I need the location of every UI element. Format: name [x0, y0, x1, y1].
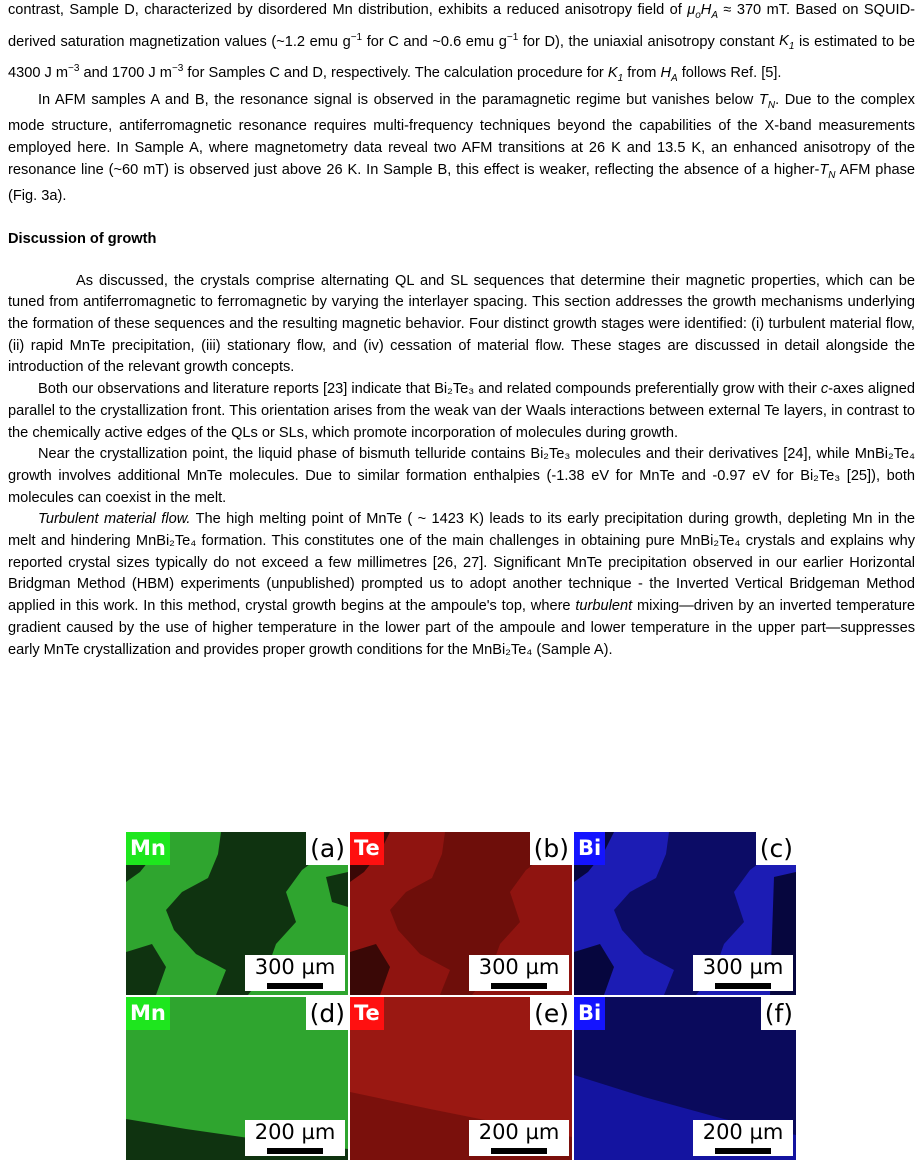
- scale-label: 200 µm: [702, 1120, 784, 1144]
- scale-bar: [469, 1120, 569, 1156]
- scale-bar-line: [267, 1148, 323, 1154]
- scale-bar-line: [715, 983, 771, 989]
- paragraph-growth-intro: As discussed, the crystals comprise alternating QL and SL sequences that determine their magnetic properties, which can be tuned from antiferromagnetic to ferromagnetic by varying the interlayer spacing. This section addresses the growth mechanisms underlying the formation of these sequences and the resulting magnetic behavior. Four distinct growth stages were identified: (i) turbulent material flow, (ii) rapid MnTe precipitation, (iii) stationary flow, and (iv) cessation of material flow. These stages are discussed in detail alongside the introduction of the relevant growth concepts.: [8, 272, 915, 376]
- panel-tag: (b): [530, 832, 572, 865]
- figure-row-top: [126, 832, 798, 995]
- scale-bar-line: [491, 983, 547, 989]
- element-label-mn: Mn: [126, 997, 170, 1030]
- element-label-mn: Mn: [126, 832, 170, 865]
- paragraph-orientation: Both our observations and literature reports [23] indicate that Bi₂Te₃ and related compounds preferentially grow with their c-axes aligned parallel to the crystallization front. This orientation arises from the weak van der Waals interactions between external Te layers, in contrast to the chemically active edges of the QLs or SLs, which promote incorporation of molecules during growth.: [8, 381, 915, 441]
- eds-map-figure: [126, 832, 798, 1160]
- paper-page: [8, 0, 915, 661]
- element-label-te: Te: [350, 832, 384, 865]
- panel-a-mn-map: [126, 832, 348, 995]
- scale-bar-line: [267, 983, 323, 989]
- paragraph-turbulent-flow: Turbulent material flow. The high melting point of MnTe ( ~ 1423 K) leads to its early precipitation during growth, depleting Mn in the melt and hindering MnBi₂Te₄ formation. This constitutes one of the main challenges in obtaining pure MnBi₂Te₄ crystals and explains why reported crystal sizes typically do not exceed a few millimetres [26, 27]. Significant MnTe precipitation observed in our earlier Horizontal Bridgman Method (HBM) experiments (unpublished) prompted us to adopt another technique - the Inverted Vertical Bridgeman Method applied in this work. In this method, crystal growth begins at the ampoule's top, where turbulent mixing—driven by an inverted temperature gradient caused by the use of higher temperature in the lower part of the ampoule and lower temperature in the upper part—suppresses early MnTe crystallization and provides proper growth conditions for the MnBi₂Te₄ (Sample A).: [8, 511, 915, 658]
- panel-tag: (e): [530, 997, 572, 1030]
- panel-tag: (f): [761, 997, 796, 1030]
- panel-e-te-map: [350, 997, 572, 1160]
- section-heading: Discussion of growth: [8, 230, 157, 247]
- element-label-te: Te: [350, 997, 384, 1030]
- element-label-bi: Bi: [574, 997, 605, 1030]
- paragraph-liquid-phase: Near the crystallization point, the liquid phase of bismuth telluride contains Bi₂Te₃ molecules and their derivatives [24], while MnBi₂Te₄ growth involves additional MnTe molecules. Due to similar formation enthalpies (-1.38 eV for MnTe and -0.97 eV for Bi₂Te₃ [25]), both molecules can coexist in the melt.: [8, 446, 915, 506]
- scale-bar: [245, 955, 345, 991]
- panel-tag: (d): [306, 997, 348, 1030]
- panel-b-te-map: [350, 832, 572, 995]
- paragraph-anisotropy: contrast, Sample D, characterized by disordered Mn distribution, exhibits a reduced anisotropy field of $\mu_oH_A \approx 370$ mT. Based on SQUID-derived saturation magnetization values (~1.2 emu $g^{-1}$ for C and ~0.6 emu $g^{-1}$ for D), the uniaxial anisotropy constant $K_1$ is estimated to be 4300 J $m^{-3}$ and 1700 J $m^{-3}$ for Samples C and D, respectively. The calculation procedure for $K_1$ from $H_A$ follows Ref. [5].: [8, 2, 915, 84]
- scale-bar: [693, 955, 793, 991]
- panel-c-bi-map: [574, 832, 796, 995]
- scale-label: 300 µm: [478, 955, 560, 979]
- figure-row-bottom: [126, 997, 798, 1160]
- panel-d-mn-map: [126, 997, 348, 1160]
- scale-label: 300 µm: [702, 955, 784, 979]
- scale-bar-line: [715, 1148, 771, 1154]
- scale-bar-line: [491, 1148, 547, 1154]
- panel-f-bi-map: [574, 997, 796, 1160]
- element-label-bi: Bi: [574, 832, 605, 865]
- scale-label: 200 µm: [478, 1120, 560, 1144]
- scale-bar: [693, 1120, 793, 1156]
- panel-tag: (c): [756, 832, 796, 865]
- panel-tag: (a): [306, 832, 348, 865]
- scale-bar: [245, 1120, 345, 1156]
- paragraph-afm-resonance: In AFM samples A and B, the resonance signal is observed in the paramagnetic regime but vanishes below $T_N$. Due to the complex mode structure, antiferromagnetic resonance requires multi-frequency techniques beyond the capabilities of the X-band measurements employed here. In Sample A, where magnetometry data reveal two AFM transitions at 26 K and 13.5 K, an enhanced anisotropy of the resonance line (~60 mT) is observed just above 26 K. In Sample B, this effect is weaker, reflecting the absence of a higher-$T_N$ AFM phase (Fig. 3a).: [8, 91, 915, 205]
- scale-bar: [469, 955, 569, 991]
- scale-label: 200 µm: [254, 1120, 336, 1144]
- scale-label: 300 µm: [254, 955, 336, 979]
